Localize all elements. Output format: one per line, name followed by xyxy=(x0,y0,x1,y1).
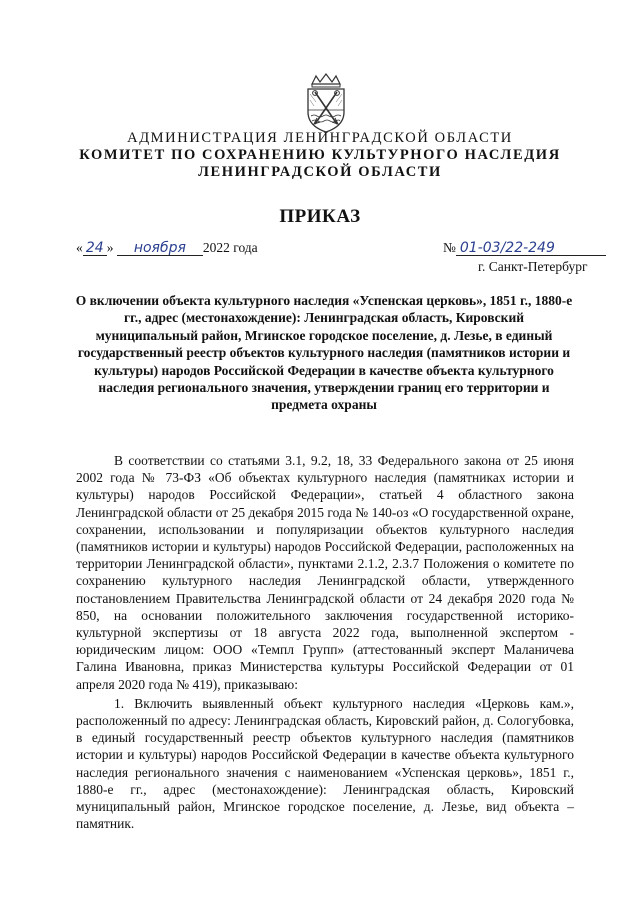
number-prefix: № xyxy=(443,240,456,255)
date-day: 24 xyxy=(83,241,107,256)
date-year: 2022 года xyxy=(202,240,258,255)
order-subject: О включении объекта культурного наследия «Успенская церковь», 1851 г., 1880-е гг., адрес (местонахождение): Ленинградская область, Кировский муниципальный район, Мгинское городское поселение, д. Лезье, в единый государственный реестр объектов культурного наследия (памятников истории и культуры) народов Российской Федерации в качестве объекта культурного наследия регионального значения, утверждении границ его территории и предмета охраны xyxy=(75,293,573,413)
number-value: 01-03/22-249 xyxy=(456,241,606,256)
order-title: ПРИКАЗ xyxy=(279,206,361,227)
body-paragraph-item-1: 1. Включить выявленный объект культурного наследия «Церковь кам.», расположенный по адресу: Ленинградская область, Кировский район, д. Сологубовка, в единый государственный реестр объектов культурного наследия (памятников истории и культуры) народов Российской Федерации в качестве объекта культурного наследия регионального значения с наименованием «Успенская церковь», 1851 г., 1880-е гг., адрес (местонахождение): Ленинградская область, Кировский муниципальный район, Мгинское городское поселение, д. Лезье, вид объекта – памятник. xyxy=(76,695,574,832)
header-region: ЛЕНИНГРАДСКОЙ ОБЛАСТИ xyxy=(198,164,442,180)
coat-of-arms-icon xyxy=(302,72,350,134)
header-administration: АДМИНИСТРАЦИЯ ЛЕНИНГРАДСКОЙ ОБЛАСТИ xyxy=(127,130,513,146)
date-open-quote: « xyxy=(76,240,83,255)
date-close-quote: » xyxy=(106,240,114,255)
city-name: г. Санкт-Петербург xyxy=(478,259,588,274)
body-paragraph-preamble: В соответствии со статьями 3.1, 9.2, 18, 33 Федерального закона от 25 июня 2002 года № 73-ФЗ «Об объектах культурного наследия (памятниках истории и культуры) народов Российской Федерации», статьей 4 областного закона Ленинградской области от 25 декабря 2015 года № 140-оз «О государственной охране, сохранении, использовании и популяризации объектов культурного наследия (памятников истории и культуры) народов Российской Федерации, расположенных на территории Ленинградской области», пунктами 2.1.2, 2.3.7 Положения о комитете по сохранению культурного наследия Ленинградской области, утвержденного постановлением Правительства Ленинградской области от 24 декабря 2020 года № 850, на основании положительного заключения государственной историко-культурной экспертизы от 18 августа 2022 года, выполненной экспертом - юридическим лицом: ООО «Темпл Групп» (аттестованный эксперт Маланичева Галина Ивановна, приказ Министерства культуры Российской Федерации от 01 апреля 2020 года № 419), приказываю: xyxy=(76,453,574,692)
header-committee: КОМИТЕТ ПО СОХРАНЕНИЮ КУЛЬТУРНОГО НАСЛЕДИЯ xyxy=(79,147,561,163)
order-body xyxy=(76,452,574,832)
order-number xyxy=(443,240,606,256)
order-date xyxy=(76,240,258,256)
date-month: ноября xyxy=(117,241,203,256)
